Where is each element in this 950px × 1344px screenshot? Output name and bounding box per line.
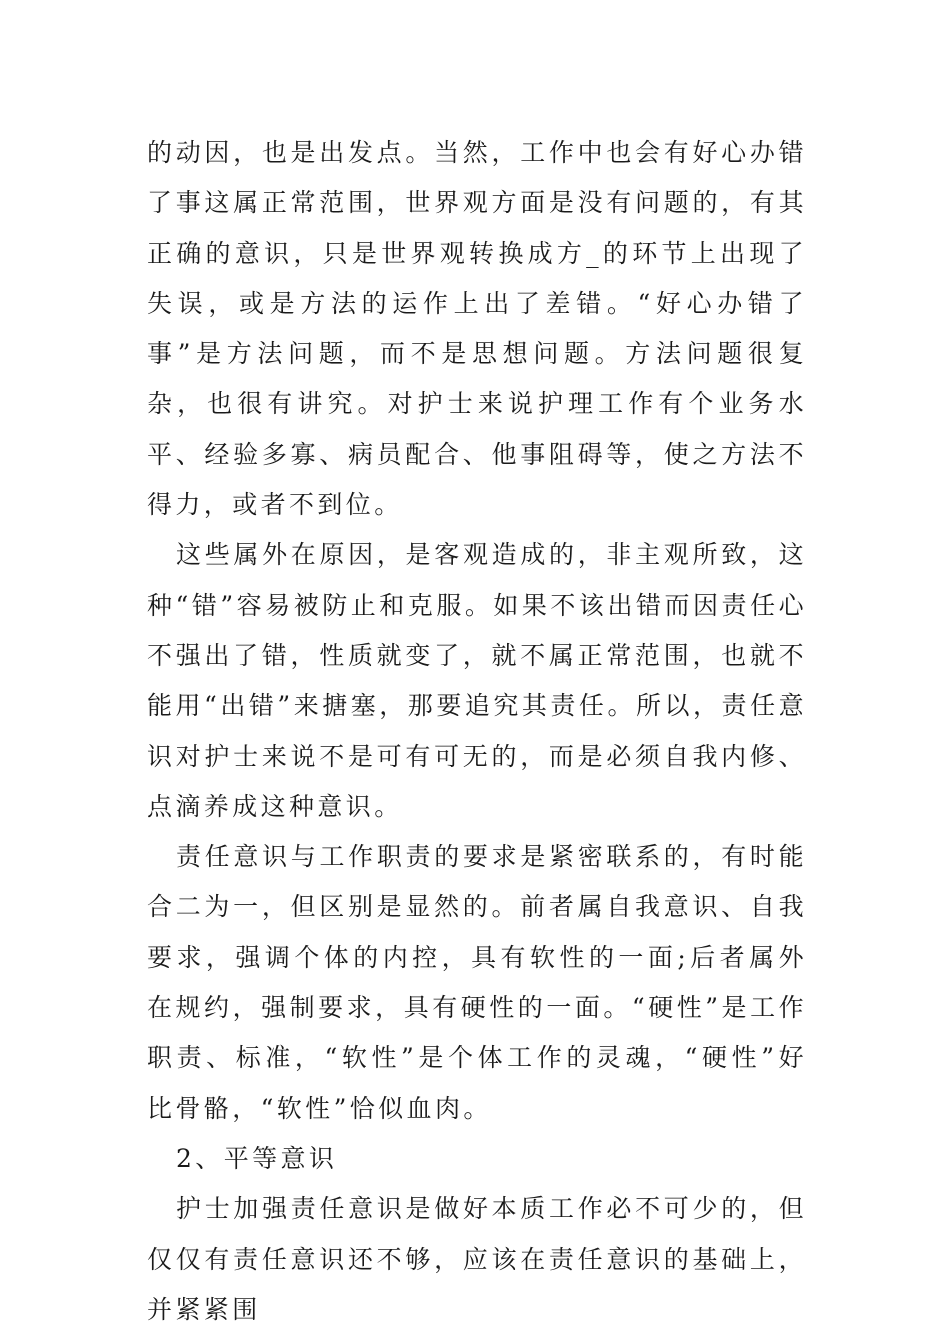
body-paragraph: 的动因，也是出发点。当然，工作中也会有好心办错了事这属正常范围，世界观方面是没有问题的，有其正确的意识，只是世界观转换成方_的环节上出现了失误，或是方法的运作上出了差错。“好心办错了事”是方法问题，而不是思想问题。方法问题很复杂，也很有讲究。对护士来说护理工作有个业务水平、经验多寡、病员配合、他事阻碍等，使之方法不得力，或者不到位。 [147, 138, 807, 520]
body-paragraph: 这些属外在原因，是客观造成的，非主观所致，这种“错”容易被防止和克服。如果不该出错而因责任心不强出了错，性质就变了，就不属正常范围，也就不能用“出错”来搪塞，那要追究其责任。所以，责任意识对护士来说不是可有可无的，而是必须自我内修、点滴养成这种意识。 [147, 540, 807, 821]
section-heading: 2、平等意识 [176, 1143, 338, 1173]
document-page [147, 128, 807, 1335]
body-paragraph: 责任意识与工作职责的要求是紧密联系的，有时能合二为一，但区别是显然的。前者属自我意识、自我要求，强调个体的内控，具有软性的一面;后者属外在规约，强制要求，具有硬性的一面。“硬性”是工作职责、标准，“软性”是个体工作的灵魂，“硬性”好比骨骼，“软性”恰似血肉。 [147, 842, 807, 1123]
body-paragraph: 护士加强责任意识是做好本质工作必不可少的，但仅仅有责任意识还不够，应该在责任意识的基础上，并紧紧围 [147, 1194, 807, 1324]
